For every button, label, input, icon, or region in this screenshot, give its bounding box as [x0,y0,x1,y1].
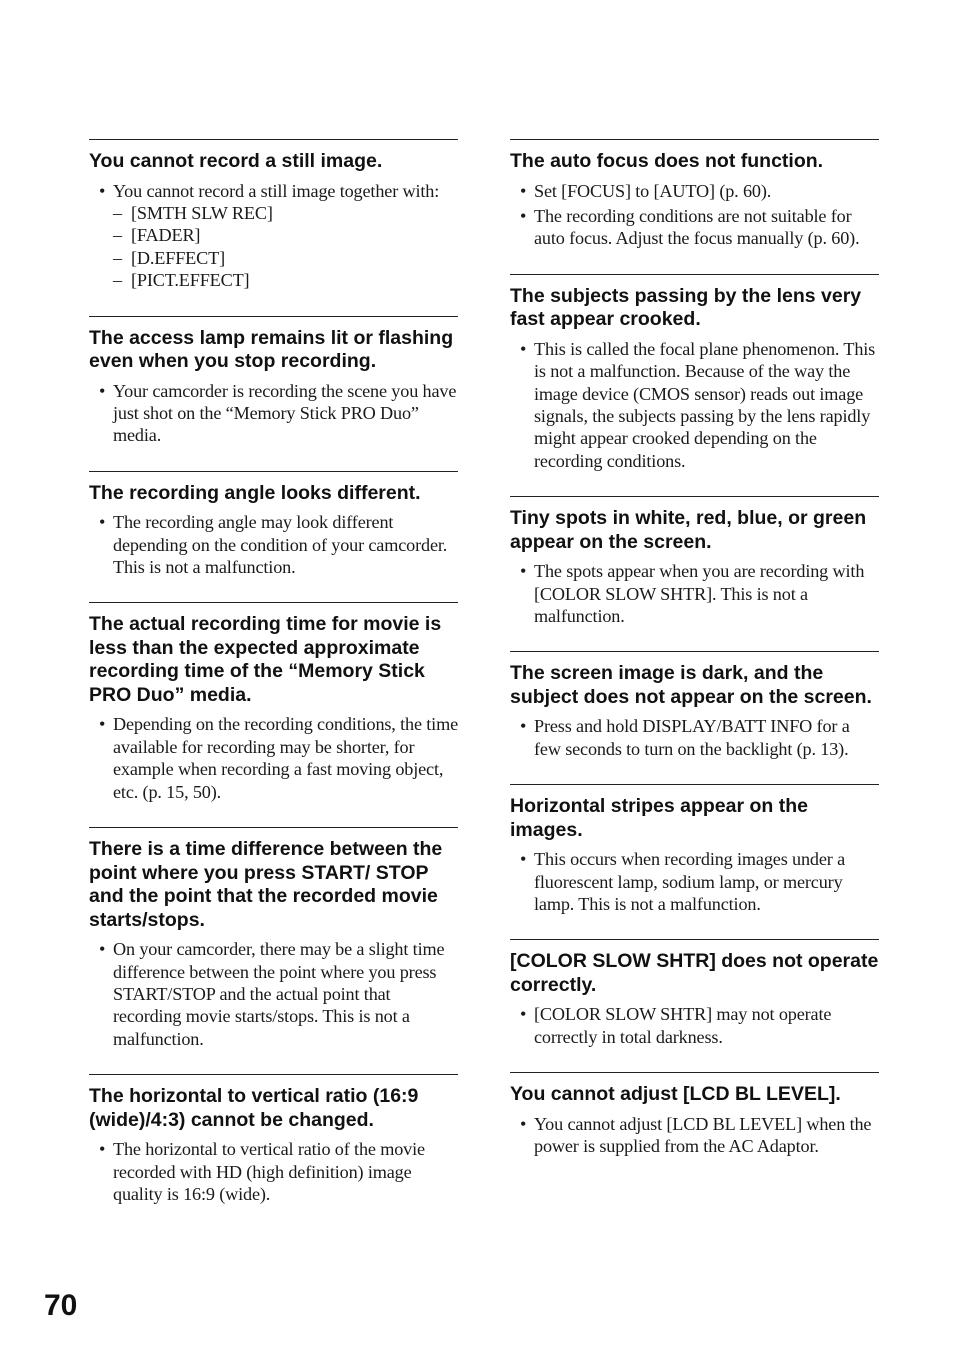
bullet-item: • Depending on the recording conditions, the time available for recording may be shorter, for example when recording a fast moving object, etc. (p. 15, 50). [89,713,458,803]
bullet-list [89,713,458,803]
section-crooked-subjects [510,274,879,472]
section-heading: The access lamp remains lit or flashing even when you stop recording. [89,326,454,373]
bullet-list [89,180,458,292]
bullet-item: • On your camcorder, there may be a slight time difference between the point where you press START/STOP and the actual point that recording movie starts/stops. This is not a malfunction. [89,938,458,1050]
section-heading: The auto focus does not function. [510,150,824,172]
sub-item: – [SMTH SLW REC] [113,202,458,224]
section-heading: There is a time difference between the point where you press START/ STOP and the point that the recorded movie starts/stops. [89,838,443,931]
bullet-item: • The horizontal to vertical ratio of the movie recorded with HD (high definition) image quality is 16:9 (wide). [89,1138,458,1205]
bullet-list [89,511,458,578]
section-auto-focus [510,139,879,250]
page-number: 70 [44,1289,78,1322]
sub-item: – [FADER] [113,224,458,246]
section-access-lamp [89,316,458,447]
section-horizontal-stripes [510,784,879,915]
section-time-difference [89,827,458,1050]
bullet-list [510,848,879,915]
section-heading: The actual recording time for movie is less than the expected approximate recording time of the “Memory Stick PRO Duo” media. [89,613,442,706]
section-color-slow-shtr [510,939,879,1048]
bullet-list [510,338,879,472]
bullet-list [510,1113,879,1158]
sub-list [113,202,458,292]
bullet-item: • You cannot adjust [LCD BL LEVEL] when the power is supplied from the AC Adaptor. [510,1113,879,1158]
bullet-item: • Your camcorder is recording the scene you have just shot on the “Memory Stick PRO Duo” media. [89,380,458,447]
section-recording-angle [89,471,458,579]
section-heading: [COLOR SLOW SHTR] does not operate correctly. [510,950,879,996]
bullet-list [89,1138,458,1205]
section-still-image [89,139,458,292]
section-heading: You cannot adjust [LCD BL LEVEL]. [510,1083,841,1106]
section-lcd-bl-level [510,1072,879,1157]
left-column [89,139,458,1208]
section-heading: Horizontal stripes appear on the images. [510,795,808,841]
section-heading: You cannot record a still image. [89,150,383,172]
bullet-item: • The recording conditions are not suitable for auto focus. Adjust the focus manually (p. 60). [510,205,879,250]
bullet-item: • This is called the focal plane phenomenon. This is not a malfunction. Because of the way the image device (CMOS sensor) reads out image signals, the subjects passing by the lens rapidly might appear crooked depending on the recording conditions. [510,338,879,472]
section-heading: The subjects passing by the lens very fast appear crooked. [510,284,862,331]
bullet-text: You cannot record a still image together with: [113,180,440,201]
bullet-item: • Set [FOCUS] to [AUTO] (p. 60). [510,180,879,202]
bullet-item: • The spots appear when you are recording with [COLOR SLOW SHTR]. This is not a malfunction. [510,560,879,627]
right-column [510,139,879,1161]
bullet-list [510,1003,879,1048]
bullet-item [89,180,458,292]
bullet-item: • The recording angle may look different depending on the condition of your camcorder. This is not a malfunction. [89,511,458,578]
section-recording-time [89,602,458,803]
section-dark-screen [510,651,879,760]
sub-item: – [PICT.EFFECT] [113,269,458,291]
bullet-item: • Press and hold DISPLAY/BATT INFO for a few seconds to turn on the backlight (p. 13). [510,715,879,760]
bullet-item: • This occurs when recording images under a fluorescent lamp, sodium lamp, or mercury lamp. This is not a malfunction. [510,848,879,915]
section-heading: The horizontal to vertical ratio (16:9 (wide)/4:3) cannot be changed. [89,1085,419,1131]
section-heading: The screen image is dark, and the subject does not appear on the screen. [510,662,872,708]
bullet-item: • [COLOR SLOW SHTR] may not operate correctly in total darkness. [510,1003,879,1048]
bullet-list [510,180,879,250]
bullet-list [510,560,879,627]
bullet-list [89,938,458,1050]
bullet-list [510,715,879,760]
section-heading: Tiny spots in white, red, blue, or green appear on the screen. [510,507,867,553]
section-aspect-ratio [89,1074,458,1205]
section-tiny-spots [510,496,879,627]
sub-item: – [D.EFFECT] [113,247,458,269]
bullet-list [89,380,458,447]
section-heading: The recording angle looks different. [89,481,421,504]
